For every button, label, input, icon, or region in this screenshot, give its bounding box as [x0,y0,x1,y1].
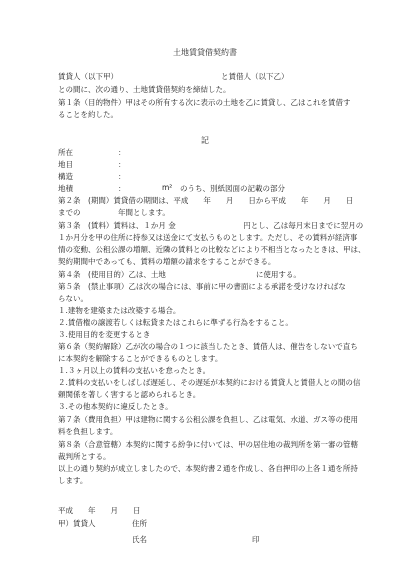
name-label: 氏名 [132,535,147,544]
article-line: 第４条 (使用目的）乙は、土地 に使用する。 [58,270,301,279]
area-note: のうち、別紙図面の記載の部分 [180,184,285,193]
lessee-party: と賃借人（以下乙） [221,72,289,81]
ki-heading: 記 [201,136,209,145]
article-line: までの 年間とします。 [58,208,170,217]
colon: ： [118,184,126,193]
article-line: 情の変動、公租公課の増額、近隣の賃料との比較などにより不相当となったときは、甲は、 [58,245,366,254]
article-line: に本契約を解除することができるものとします。 [58,354,223,363]
article-line: 第７条（費用負担）甲は建物に関する公租公課を負担し、乙は電気、水道、ガス等の使用 [58,415,358,424]
property-category-label: 地目 [58,160,73,169]
article-line: 以上の通り契約が成立しましたので、本契約書２通を作成し、各自押印の上各１通を所持 [58,464,358,473]
article-1-line-2: ることを約した。 [58,110,118,119]
article-line: １.３ヶ月以上の賃料の支払いを怠ったとき。 [58,366,211,375]
article-line: 第６条（契約解除）乙が次の場合の１つに該当したとき、賃借人は、催告をしないで直ち [58,342,358,351]
article-line: 裁判所とする。 [58,452,111,461]
article-line: 第８条（合意管轄）本契約に関する紛争に付いては、甲の居住地の裁判所を第一審の管轄 [58,440,358,449]
article-line: 契約期間中であっても、賃料の増額の請求をすることができる。 [58,257,276,266]
property-structure-label: 構造 [58,172,73,181]
property-location-label: 所在 [58,148,73,157]
article-line: １.建物を建築または改築する場合。 [58,306,181,315]
colon: ： [118,172,126,181]
article-line: ２.賃借権の譲渡若しくは転貸またはこれらに準ずる行為をすること。 [58,318,293,327]
intro-text: との間に、次の通り、土地賃貸借契約を締結した。 [58,85,231,94]
address-label: 住所 [132,519,147,528]
colon: ： [118,148,126,157]
article-line: ３.その他本契約に違反したとき。 [58,402,173,411]
article-line: 料を負担します。 [58,427,118,436]
article-1-line-1: 第１条（目的物件）甲はその所有する次に表示の土地を乙に賃貸し、乙はこれを賃借す [58,98,351,107]
lessor-signature-label: 甲）賃貸人 [58,519,96,528]
article-line: 頼関係を著しく害すると認められるとき。 [58,390,201,399]
article-line: 第３条 (賃料）賃料は、１か月 金 円とし、乙は毎月末日までに翌月の [58,221,364,230]
lessor-party: 賃貸人（以下甲） [58,72,118,81]
property-area-label: 地積 [58,184,73,193]
article-line: ２.賃料の支払いをしばしば遅延し、その遅延が本契約における賃貸人と賃借人との間の信 [58,378,361,387]
document-title: 土地賃貸借契約書 [173,48,237,57]
article-line: 第５条 (禁止事項）乙は次の場合には、事前に甲の書面による承諾を受けなければな [58,282,346,291]
article-line: らない。 [58,294,88,303]
article-line: 第２条 (期間）賃貸借の期間は、平成 年 月 日から平成 年 月 日 [58,196,354,205]
article-line: します。 [58,476,88,485]
seal-mark: 印 [252,535,260,544]
signature-date: 平成 年 月 日 [58,506,141,515]
article-line: １か月分を甲の住所に持参又は送金にて支払うものとします。ただし、その賃料が経済事 [58,233,358,242]
m2-unit: m² [162,183,173,192]
article-line: ３.使用目的を変更するとき [58,330,151,339]
colon: ： [118,160,126,169]
